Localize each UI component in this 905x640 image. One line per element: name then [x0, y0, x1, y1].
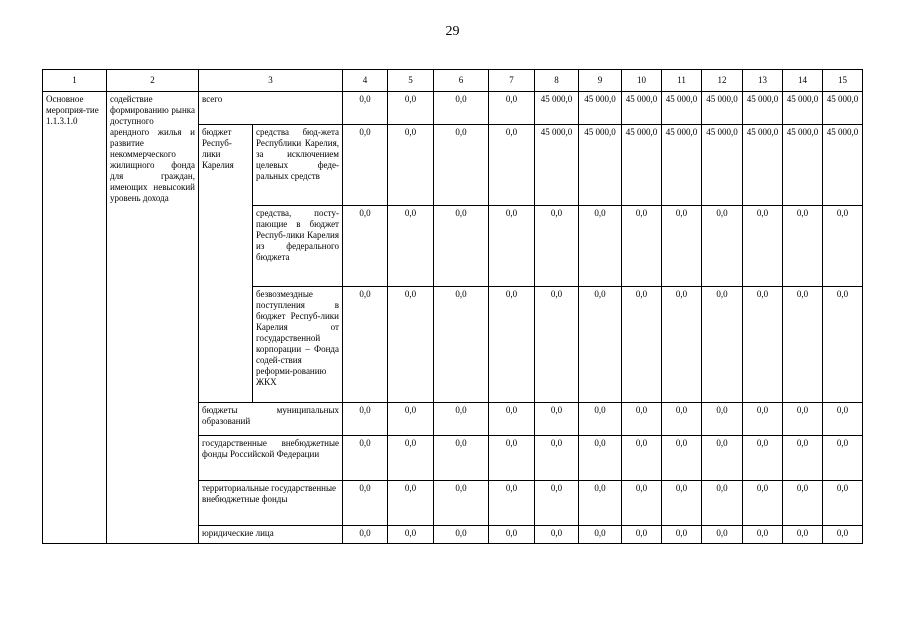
- value-cell: 0,0: [662, 436, 702, 481]
- value-cell: 0,0: [823, 481, 863, 526]
- rk-budget-label-cell: бюджет Респуб-лики Карелия: [199, 125, 253, 403]
- value-cell: 45 000,0: [535, 125, 579, 206]
- source-label-cell: средства бюд-жета Республики Карелия, за исключением целевых феде-ральных средств: [253, 125, 343, 206]
- value-cell: 0,0: [622, 526, 662, 544]
- value-cell: 0,0: [535, 526, 579, 544]
- source-label-cell: бюджеты муниципальных образований: [199, 403, 343, 436]
- col-header: 8: [535, 70, 579, 92]
- value-cell: 0,0: [823, 403, 863, 436]
- value-cell: 0,0: [388, 287, 434, 403]
- value-cell: 0,0: [489, 481, 535, 526]
- value-cell: 0,0: [662, 403, 702, 436]
- value-cell: 0,0: [489, 125, 535, 206]
- value-cell: 0,0: [783, 526, 823, 544]
- col-header: 9: [579, 70, 622, 92]
- value-cell: 0,0: [388, 436, 434, 481]
- value-cell: 0,0: [388, 125, 434, 206]
- source-label-cell: юридические лица: [199, 526, 343, 544]
- value-cell: 0,0: [743, 287, 783, 403]
- value-cell: 0,0: [434, 436, 489, 481]
- source-label-cell: всего: [199, 92, 343, 125]
- value-cell: 0,0: [434, 403, 489, 436]
- value-cell: 0,0: [535, 287, 579, 403]
- value-cell: 0,0: [622, 287, 662, 403]
- value-cell: 0,0: [622, 403, 662, 436]
- value-cell: 45 000,0: [579, 125, 622, 206]
- value-cell: 45 000,0: [823, 92, 863, 125]
- col-header: 7: [489, 70, 535, 92]
- value-cell: 0,0: [434, 206, 489, 287]
- source-label-cell: территориальные государственные внебюджетные фонды: [199, 481, 343, 526]
- value-cell: 45 000,0: [743, 92, 783, 125]
- value-cell: 0,0: [388, 92, 434, 125]
- col-header: 1: [43, 70, 107, 92]
- value-cell: 0,0: [535, 481, 579, 526]
- value-cell: 0,0: [743, 481, 783, 526]
- value-cell: 0,0: [743, 403, 783, 436]
- value-cell: 0,0: [388, 206, 434, 287]
- value-cell: 0,0: [434, 481, 489, 526]
- value-cell: 0,0: [434, 92, 489, 125]
- value-cell: 0,0: [343, 125, 388, 206]
- value-cell: 0,0: [343, 92, 388, 125]
- col-header: 4: [343, 70, 388, 92]
- value-cell: 0,0: [535, 436, 579, 481]
- value-cell: 0,0: [702, 403, 743, 436]
- value-cell: 45 000,0: [702, 125, 743, 206]
- col-header: 13: [743, 70, 783, 92]
- value-cell: 45 000,0: [702, 92, 743, 125]
- value-cell: 0,0: [783, 403, 823, 436]
- value-cell: 0,0: [579, 436, 622, 481]
- col-header: 15: [823, 70, 863, 92]
- col-header: 5: [388, 70, 434, 92]
- col-header: 14: [783, 70, 823, 92]
- value-cell: 0,0: [535, 206, 579, 287]
- value-cell: 0,0: [388, 481, 434, 526]
- value-cell: 0,0: [662, 481, 702, 526]
- value-cell: 0,0: [783, 436, 823, 481]
- header-row: [43, 70, 863, 92]
- value-cell: 45 000,0: [823, 125, 863, 206]
- value-cell: 0,0: [743, 436, 783, 481]
- value-cell: 0,0: [783, 287, 823, 403]
- value-cell: 0,0: [622, 206, 662, 287]
- value-cell: 45 000,0: [622, 92, 662, 125]
- source-label-cell: государственные внебюджетные фонды Российской Федерации: [199, 436, 343, 481]
- value-cell: 45 000,0: [743, 125, 783, 206]
- value-cell: 0,0: [823, 206, 863, 287]
- col-header: 2: [107, 70, 199, 92]
- value-cell: 45 000,0: [535, 92, 579, 125]
- value-cell: 0,0: [743, 526, 783, 544]
- value-cell: 0,0: [388, 526, 434, 544]
- value-cell: 0,0: [388, 403, 434, 436]
- value-cell: 0,0: [434, 526, 489, 544]
- value-cell: 0,0: [823, 436, 863, 481]
- value-cell: 0,0: [489, 526, 535, 544]
- value-cell: 0,0: [702, 526, 743, 544]
- value-cell: 0,0: [343, 436, 388, 481]
- value-cell: 0,0: [579, 403, 622, 436]
- event-code-cell: Основное мероприя-тие 1.1.3.1.0: [43, 92, 107, 544]
- value-cell: 45 000,0: [662, 125, 702, 206]
- value-cell: 0,0: [434, 125, 489, 206]
- value-cell: 0,0: [489, 206, 535, 287]
- col-header: 10: [622, 70, 662, 92]
- value-cell: 0,0: [702, 206, 743, 287]
- col-header: 11: [662, 70, 702, 92]
- value-cell: 0,0: [343, 206, 388, 287]
- value-cell: 0,0: [489, 403, 535, 436]
- page-number: 29: [445, 24, 460, 39]
- value-cell: 0,0: [702, 481, 743, 526]
- value-cell: 0,0: [489, 287, 535, 403]
- value-cell: 0,0: [783, 206, 823, 287]
- value-cell: 0,0: [702, 287, 743, 403]
- value-cell: 0,0: [535, 403, 579, 436]
- value-cell: 0,0: [343, 287, 388, 403]
- value-cell: 0,0: [662, 526, 702, 544]
- col-header: 3: [199, 70, 343, 92]
- value-cell: 0,0: [702, 436, 743, 481]
- value-cell: 0,0: [579, 287, 622, 403]
- value-cell: 0,0: [579, 481, 622, 526]
- value-cell: 0,0: [434, 287, 489, 403]
- value-cell: 0,0: [823, 287, 863, 403]
- value-cell: 45 000,0: [783, 125, 823, 206]
- value-cell: 0,0: [343, 526, 388, 544]
- value-cell: 45 000,0: [622, 125, 662, 206]
- col-header: 12: [702, 70, 743, 92]
- value-cell: 45 000,0: [662, 92, 702, 125]
- value-cell: 0,0: [743, 206, 783, 287]
- value-cell: 0,0: [662, 287, 702, 403]
- value-cell: 0,0: [783, 481, 823, 526]
- value-cell: 0,0: [343, 403, 388, 436]
- value-cell: 0,0: [343, 481, 388, 526]
- value-cell: 0,0: [489, 92, 535, 125]
- value-cell: 0,0: [579, 206, 622, 287]
- value-cell: 0,0: [823, 526, 863, 544]
- funding-table: [42, 69, 863, 544]
- col-header: 6: [434, 70, 489, 92]
- value-cell: 0,0: [489, 436, 535, 481]
- value-cell: 0,0: [622, 481, 662, 526]
- value-cell: 0,0: [622, 436, 662, 481]
- value-cell: 0,0: [579, 526, 622, 544]
- value-cell: 0,0: [662, 206, 702, 287]
- source-label-cell: средства, посту-пающие в бюджет Респуб-лики Карелия из федерального бюджета: [253, 206, 343, 287]
- event-description-cell: содействие формированию рынка доступного арендного жилья и развитие некоммерческого жилищного фонда для граждан, имеющих невысокий уровень дохода: [107, 92, 199, 544]
- source-label-cell: безвозмездные поступления в бюджет Респуб-лики Карелия от государственной корпорации – Фонда содей-ствия реформи-рованию ЖКХ: [253, 287, 343, 403]
- value-cell: 45 000,0: [579, 92, 622, 125]
- table-row: [43, 92, 863, 125]
- value-cell: 45 000,0: [783, 92, 823, 125]
